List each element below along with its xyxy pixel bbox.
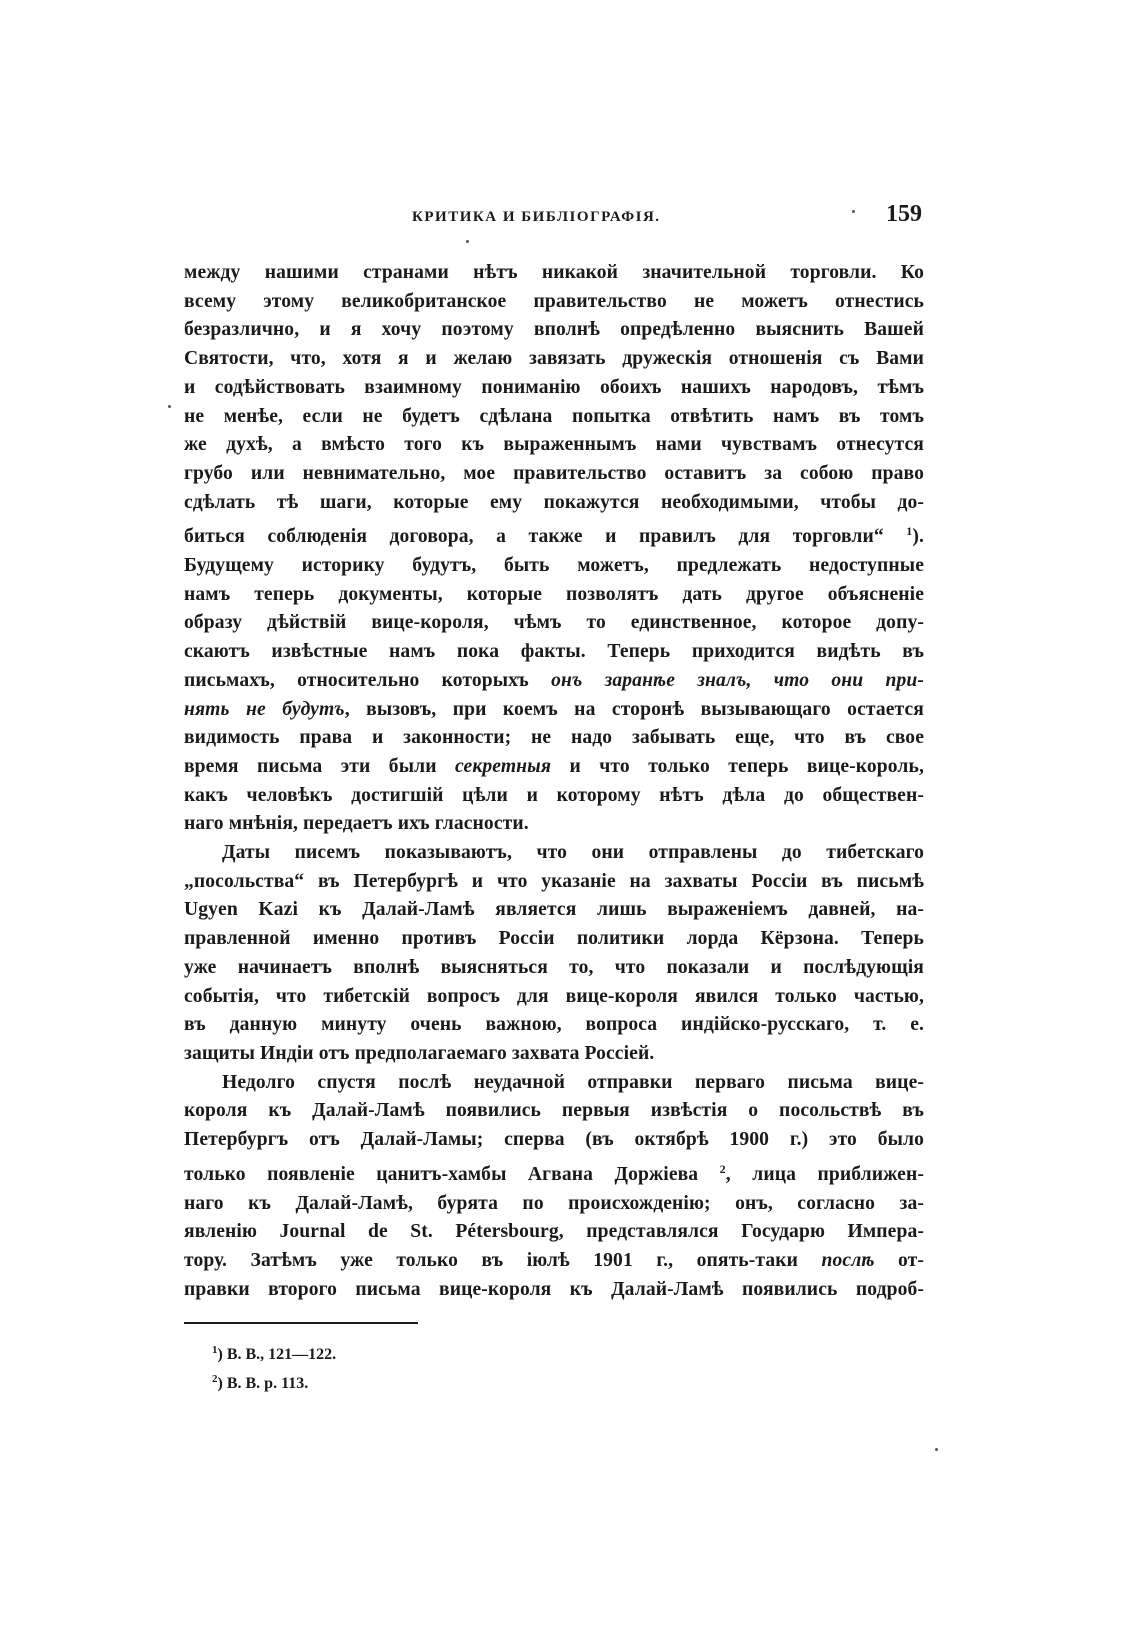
page-number: 159	[886, 201, 922, 227]
footnote-marker: 1	[212, 1344, 218, 1356]
text-line: же духѣ, а вмѣсто того къ выраженнымъ нами чувствамъ отнесутся	[184, 434, 924, 456]
text-segment: время письма эти были	[184, 755, 437, 777]
text-line: безразлично, и я хочу поэтому вполнѣ опредѣленно выяснить Вашей	[184, 319, 924, 341]
text-line: защиты Индіи отъ предполагаемаго захвата Россіей.	[184, 1042, 655, 1064]
footnote-text: ) В. В., 121—122.	[217, 1346, 337, 1363]
footnote-marker: 2	[212, 1373, 218, 1385]
text-line: наго къ Далай-Ламѣ, бурята по происхожденію; онъ, согласно за-	[184, 1192, 924, 1214]
text-segment: биться соблюденія договора, а также и правилъ для торговли“	[184, 526, 884, 548]
text-segment: письмахъ, относительно которыхъ	[184, 669, 529, 691]
text-line: образу дѣйствій вице-короля, чѣмъ то единственное, которое допу-	[184, 612, 924, 634]
text-line	[184, 667, 924, 696]
text-line	[184, 1247, 924, 1276]
text-line: правки второго письма вице-короля къ Далай-Ламѣ появились подроб-	[184, 1278, 924, 1300]
text-line: правленной именно противъ Россіи политики лорда Кёрзона. Теперь	[184, 928, 924, 950]
text-segment: только появленіе цанитъ-хамбы Агвана Доржіева	[184, 1163, 699, 1185]
text-line: наго мнѣнія, передаетъ ихъ гласности.	[184, 813, 529, 835]
text-segment: и что только теперь вице-король,	[551, 755, 924, 777]
text-segment: ).	[912, 526, 924, 548]
text-line	[184, 1155, 924, 1190]
italic-segment: секретныя	[455, 755, 552, 777]
italic-segment: нять не будутъ	[184, 698, 345, 720]
text-line: грубо или невнимательно, мое правительство оставитъ за собою право	[184, 462, 924, 484]
text-line: Святости, что, хотя я и желаю завязать дружескія отношенія съ Вами	[184, 348, 924, 370]
text-line: „посольства“ въ Петербургѣ и что указаніе на захваты Россіи въ письмѣ	[184, 870, 924, 892]
footnote-text: ) В. В. р. 113.	[217, 1375, 309, 1392]
text-line: всему этому великобританское правительство не можетъ отнестись	[184, 290, 924, 312]
text-line	[184, 696, 924, 725]
text-segment: , вызовъ, при коемъ на сторонѣ вызывающаго остается	[344, 698, 924, 720]
footnote-2	[212, 1367, 336, 1396]
scan-speck	[935, 1448, 938, 1451]
text-segment: , лица приближен-	[725, 1163, 924, 1185]
text-line	[184, 753, 924, 782]
text-line: явленію Journal de St. Pétersbourg, представлялся Государю Импера-	[184, 1221, 924, 1243]
footnotes	[212, 1338, 336, 1396]
footnote-1	[212, 1338, 336, 1367]
scan-speck	[852, 210, 855, 213]
text-line: намъ теперь документы, которые позволятъ дать другое объясненіе	[184, 583, 924, 605]
text-line: Ugyen Kazi къ Далай-Ламѣ является лишь выраженіемъ давней, на-	[184, 899, 924, 921]
italic-segment: онъ заранѣе зналъ, что они при-	[551, 669, 924, 691]
text-line: Недолго спустя послѣ неудачной отправки перваго письма вице-	[222, 1071, 924, 1093]
scan-speck	[168, 405, 171, 408]
italic-segment: послѣ	[821, 1249, 875, 1271]
scan-speck	[466, 240, 469, 243]
text-line: и содѣйствовать взаимному пониманію обоихъ нашихъ народовъ, тѣмъ	[184, 376, 924, 398]
text-line: въ данную минуту очень важною, вопроса индійско-русскаго, т. е.	[184, 1014, 924, 1036]
body-text	[184, 259, 924, 1304]
text-line: событія, что тибетскій вопросъ для вице-короля явился только частью,	[184, 985, 924, 1007]
running-head: КРИТИКА И БИБЛІОГРАФІЯ.	[412, 209, 661, 225]
footnote-ref-2: 2	[719, 1161, 726, 1176]
text-line: Петербургъ отъ Далай-Ламы; сперва (въ октябрѣ 1900 г.) это было	[184, 1129, 924, 1151]
text-line: видимость права и законности; не надо забывать еще, что въ свое	[184, 727, 924, 749]
text-segment: от-	[874, 1249, 924, 1271]
text-line: между нашими странами нѣтъ никакой значительной торговли. Ко	[184, 262, 924, 283]
text-line: короля къ Далай-Ламѣ появились первыя извѣстія о посольствѣ въ	[184, 1100, 924, 1122]
text-line: Будущему историку будутъ, быть можетъ, предлежать недоступные	[184, 555, 924, 577]
footnote-rule	[184, 1322, 418, 1324]
text-line: скаютъ извѣстные намъ пока факты. Теперь приходится видѣть въ	[184, 641, 924, 663]
text-line: уже начинаетъ вполнѣ выясняться то, что показали и послѣдующія	[184, 956, 924, 978]
footnote-ref-1: 1	[906, 524, 913, 539]
page-header	[192, 201, 922, 235]
text-line: сдѣлать тѣ шаги, которые ему покажутся необходимыми, чтобы до-	[184, 491, 924, 513]
text-line: не менѣе, если не будетъ сдѣлана попытка отвѣтить намъ въ томъ	[184, 405, 924, 427]
text-segment: тору. Затѣмъ уже только въ іюлѣ 1901 г., опять-таки	[184, 1249, 799, 1271]
text-line: какъ человѣкъ достигшій цѣли и которому нѣтъ дѣла до обществен-	[184, 784, 924, 806]
text-line	[184, 517, 924, 552]
text-line: Даты писемъ показываютъ, что они отправлены до тибетскаго	[222, 842, 924, 864]
